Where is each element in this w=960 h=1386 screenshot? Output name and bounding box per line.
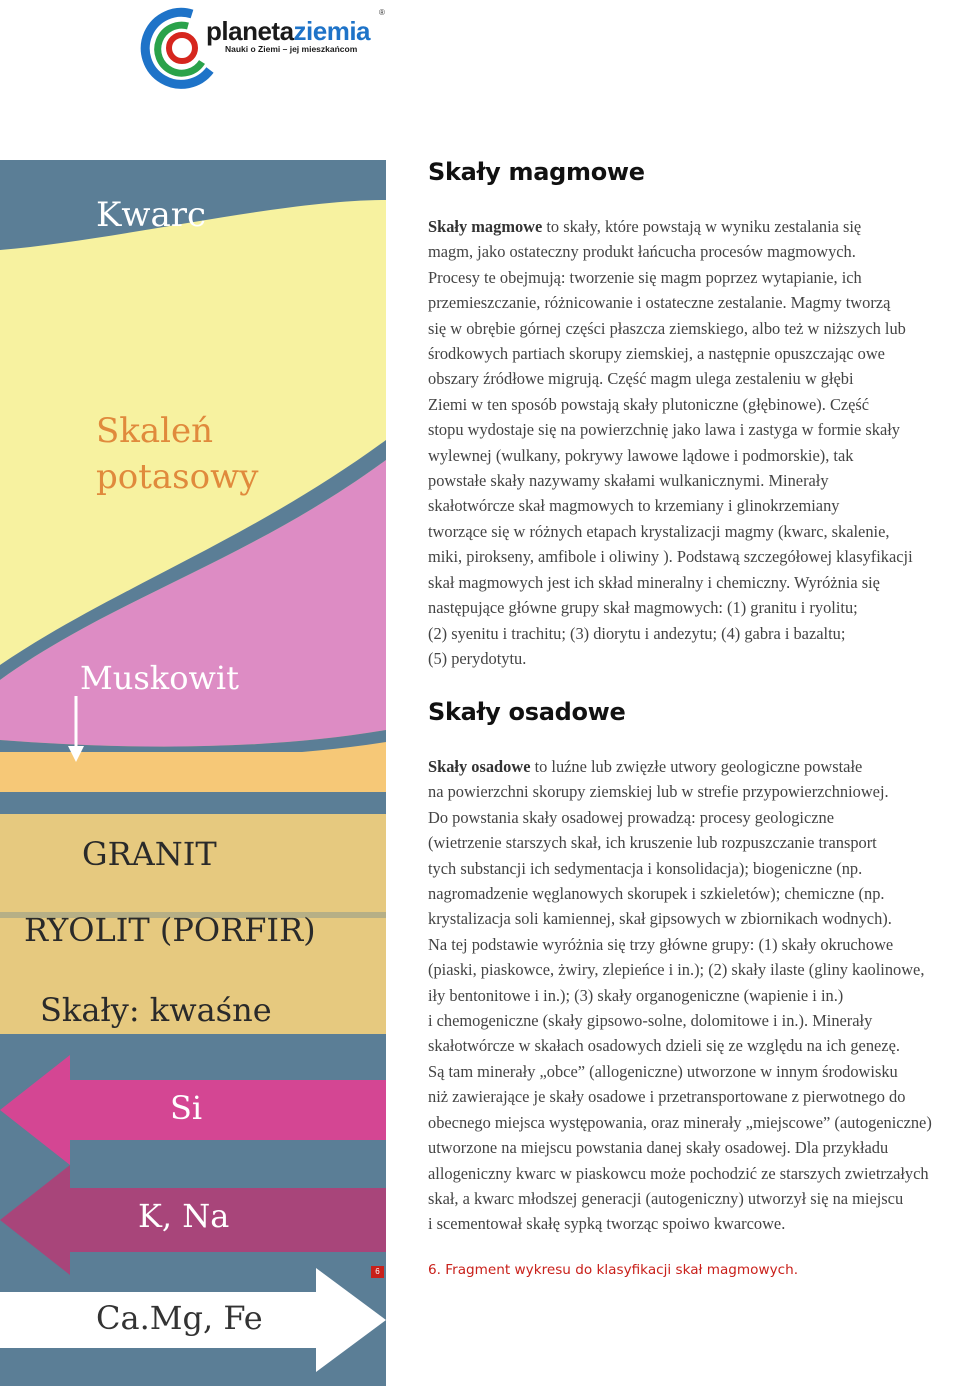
paragraph-osadowe <box>428 754 960 1237</box>
label-ryolit: RYOLIT (PORFIR) <box>24 911 316 949</box>
label-skalen-2: potasowy <box>96 457 259 497</box>
text-line: allogeniczny kwarc w piaskowcu może pochodzić ze starszych zwietrzałych <box>428 1163 929 1183</box>
text-line: magm, jako ostateczny produkt łańcucha procesów magmowych. <box>428 242 856 262</box>
figure-caption: 6. Fragment wykresu do klasyfikacji skał magmowych. <box>428 1262 799 1278</box>
label-kna: K, Na <box>138 1197 230 1235</box>
classification-figure <box>0 160 386 1386</box>
label-skalen-1: Skaleń <box>96 411 214 451</box>
text-line: Na tej podstawie wyróżnia się trzy główne grupy: (1) skały okruchowe <box>428 934 894 954</box>
section-title-magmowe: Skały magmowe <box>428 158 645 186</box>
label-muskowit: Muskowit <box>80 659 239 697</box>
label-skaly-kwasne: Skały: kwaśne <box>40 991 272 1029</box>
text-line: Procesy te obejmują: tworzenie się magm poprzez wytapianie, ich <box>428 267 862 287</box>
text-line: tworzące się w różnych etapach krystalizacji magmy (kwarc, skalenie, <box>428 521 890 541</box>
label-camgfe: Ca.Mg, Fe <box>96 1299 263 1337</box>
text-line: stopu wydostaje się na powierzchnię jako lawa i zastyga w formie skały <box>428 420 900 440</box>
paragraph-magmowe <box>428 214 960 671</box>
text-line: obecnego miejsca występowania, oraz minerały „miejscowe” (autogeniczne) <box>428 1112 932 1132</box>
text-line: środkowych partiach skorupy ziemskiej, a następnie opuszczając owe <box>428 344 885 364</box>
text-line: tych substancji ich sedymentacja i konsolidacja); biogeniczne (np. <box>428 858 863 878</box>
text-line: utworzone na miejscu powstania danej skały osadowej. Dla przykładu <box>428 1138 889 1158</box>
text-line: wylewnej (wulkany, pokrywy lawowe lądowe i podmorskie), tak <box>428 445 854 465</box>
text-line: Ziemi w ten sposób powstają skały plutoniczne (głębinowe). Część <box>428 394 870 414</box>
text-line: przemieszczanie, różnicowanie i ostateczne zestalanie. Magmy tworzą <box>428 293 891 313</box>
text-line <box>428 754 960 779</box>
text-line: (wietrzenie starszych skał, ich kruszenie lub rozpuszczanie transport <box>428 833 877 853</box>
logo <box>138 4 398 92</box>
text-line: następujące główne grupy skał magmowych: (1) granitu i ryolitu; <box>428 598 858 618</box>
text-line: krystalizacja soli kamiennej, skał gipsowych w zbiornikach wodnych). <box>428 909 892 929</box>
text-line: nagromadzenie węglanowych skorupek i szkieletów); chemiczne (np. <box>428 884 885 904</box>
text-line: i chemogeniczne (skały gipsowo-solne, dolomitowe i in.). Minerały <box>428 1011 873 1031</box>
text-line: (piaski, piaskowce, żwiry, zlepieńce i in.); (2) skały ilaste (gliny kaolinowe, <box>428 960 925 980</box>
text-line: obszary źródłowe migrują. Część magm ulega zestaleniu w głębi <box>428 369 854 389</box>
figure-number: 6 <box>371 1266 384 1278</box>
lead-term: Skały magmowe <box>428 217 543 236</box>
text-line: iły bentonitowe i in.); (3) skały organogeniczne (wapienie i in.) <box>428 985 844 1005</box>
text-line: skałotwórcze w skałach osadowych dzieli się ze względu na ich genezę. <box>428 1036 900 1056</box>
text-line: się w obrębie górnej części płaszcza ziemskiego, albo też w niższych lub <box>428 318 906 338</box>
text-line: Są tam minerały „obce” (allogeniczne) utworzone w innym środowisku <box>428 1061 898 1081</box>
text-line: (5) perydotytu. <box>428 648 527 668</box>
text-line: (2) syenitu i trachitu; (3) diorytu i andezytu; (4) gabra i bazaltu; <box>428 623 846 643</box>
text-line: i scementował skałę sypką tworząc spoiwo kwarcowe. <box>428 1214 786 1234</box>
text-line <box>428 214 960 239</box>
text-line: skał, a kwarc młodszej generacji (autogeniczny) utworzył się na miejscu <box>428 1188 904 1208</box>
text-line: niż zawierające je skały osadowe i przetransportowane z pierwotnego do <box>428 1087 906 1107</box>
text-line: skał magmowych jest ich skład mineralny i chemiczny. Wyróżnia się <box>428 572 880 592</box>
registered-mark: ® <box>379 8 385 17</box>
text-line: powstałe skały nazywamy skałami wulkanicznymi. Minerały <box>428 471 829 491</box>
logo-wordmark: planetaziemia <box>206 16 371 46</box>
section-title-osadowe: Skały osadowe <box>428 698 626 726</box>
text-line: na powierzchni skorupy ziemskiej lub w strefie przypowierzchniowej. <box>428 782 889 802</box>
label-si: Si <box>170 1089 203 1127</box>
text-line: Do powstania skały osadowej prowadzą: procesy geologiczne <box>428 807 834 827</box>
lead-rest: to luźne lub zwięzłe utwory geologiczne powstałe <box>530 757 863 776</box>
logo-tagline: Nauki o Ziemi – jej mieszkańcom <box>225 44 358 54</box>
lead-term: Skały osadowe <box>428 757 531 776</box>
text-line: skałotwórcze skał magmowych to krzemiany i glinokrzemiany <box>428 496 840 516</box>
lead-rest: to skały, które powstają w wyniku zestalania się <box>542 217 862 236</box>
text-line: miki, pirokseny, amfibole i oliwiny ). Podstawą szczegółowej klasyfikacji <box>428 547 913 567</box>
label-granit: GRANIT <box>82 835 217 873</box>
label-kwarc: Kwarc <box>96 195 207 235</box>
